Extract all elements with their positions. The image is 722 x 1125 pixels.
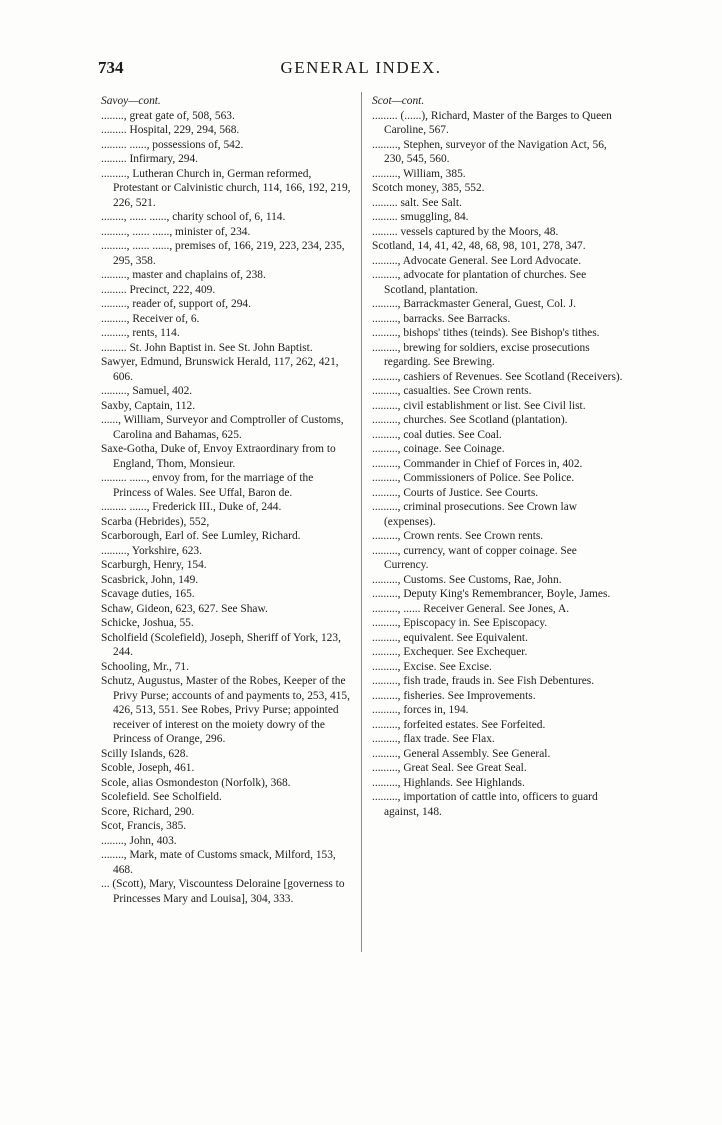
right-index-column	[372, 94, 624, 819]
index-entry: ........., Deputy King's Remembrancer, Boyle, James.	[372, 588, 611, 600]
index-entry: Schaw, Gideon, 623, 627. See Shaw.	[101, 602, 268, 615]
index-entry: ........., fish trade, frauds in. See Fish Debentures.	[372, 675, 595, 687]
index-entry: ........., bishops' tithes (teinds). See Bishop's tithes.	[372, 327, 600, 339]
index-entry: Schutz, Augustus, Master of the Robes, Keeper of the Privy Purse; accounts of and payments to, 253, 415, 426, 513, 551. See Robes, Privy Purse; appointed receiver of interest on the moiety dowry of the Princess of Orange, 296.	[101, 675, 350, 745]
index-entry: ......... Hospital, 229, 294, 568.	[101, 124, 240, 136]
index-entry: ........, Mark, mate of Customs smack, Milford, 153, 468.	[101, 849, 336, 876]
index-entry: Schicke, Joshua, 55.	[101, 617, 194, 629]
index-entry: ........., Advocate General. See Lord Advocate.	[372, 254, 582, 267]
index-entry: ........., Samuel, 402.	[101, 385, 193, 397]
index-entry: ........, great gate of, 508, 563.	[101, 109, 235, 122]
index-entry: Scarburgh, Henry, 154.	[101, 559, 207, 571]
index-entry: ........., Stephen, surveyor of the Navigation Act, 56, 230, 545, 560.	[372, 138, 607, 165]
index-entry: ........., Excise. See Excise.	[372, 660, 492, 673]
index-entry: Scavage duties, 165.	[101, 588, 195, 600]
index-entry: Scotch money, 385, 552.	[372, 182, 485, 194]
index-entry: ........., churches. See Scotland (plantation).	[372, 414, 568, 426]
index-entry: Scoble, Joseph, 461.	[101, 762, 195, 774]
index-entry: ........., forces in, 194.	[372, 704, 469, 716]
index-entry: Schooling, Mr., 71.	[101, 660, 189, 673]
index-entry: ........., William, 385.	[372, 167, 466, 180]
index-entry: ........., Exchequer. See Exchequer.	[372, 646, 528, 658]
left-index-column	[101, 94, 353, 906]
index-entry: ......... Precinct, 222, 409.	[101, 283, 216, 296]
page-number: 734	[98, 58, 124, 77]
index-entry: ........., brewing for soldiers, excise prosecutions regarding. See Brewing.	[372, 341, 590, 368]
index-entry: ........., criminal prosecutions. See Crown law (expenses).	[372, 501, 577, 528]
index-entry: ........., Courts of Justice. See Courts.	[372, 486, 539, 499]
index-entry: ........., Barrackmaster General, Guest, Col. J.	[372, 298, 577, 310]
index-entry: Scole, alias Osmondeston (Norfolk), 368.	[101, 776, 291, 789]
index-entry: ......... vessels captured by the Moors, 48.	[372, 225, 559, 238]
index-entry: ........., Commander in Chief of Forces in, 402.	[372, 457, 583, 470]
index-entry: ........., master and chaplains of, 238.	[101, 269, 266, 281]
index-entry: ........., reader of, support of, 294.	[101, 298, 251, 310]
index-entry: ........., importation of cattle into, officers to guard against, 148.	[372, 791, 598, 818]
index-entry: ......... ......, possessions of, 542.	[101, 138, 244, 151]
index-entry: ......... St. John Baptist in. See St. John Baptist.	[101, 341, 313, 354]
index-entry: ........., currency, want of copper coinage. See Currency.	[372, 544, 577, 571]
index-entry: ......... (......), Richard, Master of the Barges to Queen Caroline, 567.	[372, 109, 612, 136]
index-entry: Saxby, Captain, 112.	[101, 399, 196, 412]
index-entry: ......... smuggling, 84.	[372, 211, 469, 223]
index-entry: ......, William, Surveyor and Comptroller of Customs, Carolina and Bahamas, 625.	[101, 414, 344, 441]
index-entry: ........., Lutheran Church in, German reformed, Protestant or Calvinistic church, 114, 166, 192, 219, 226, 521.	[101, 167, 351, 209]
index-entry: ........, ...... ......, charity school of, 6, 114.	[101, 211, 286, 223]
index-entry: Sawyer, Edmund, Brunswick Herald, 117, 262, 421, 606.	[101, 356, 339, 383]
index-entry: Savoy—cont.	[101, 95, 161, 107]
index-entry: ........., General Assembly. See General.	[372, 747, 551, 760]
index-entry: Scholfield (Scolefield), Joseph, Sheriff of York, 123, 244.	[101, 631, 341, 658]
index-entry: Scarborough, Earl of. See Lumley, Richard.	[101, 530, 301, 542]
index-entry: Scilly Islands, 628.	[101, 747, 189, 760]
index-entry: ........., Episcopacy in. See Episcopacy.	[372, 617, 548, 629]
index-entry: ........., equivalent. See Equivalent.	[372, 631, 528, 644]
index-entry: ........., rents, 114.	[101, 327, 180, 339]
column-divider	[361, 92, 362, 952]
index-entry: Scarba (Hebrides), 552,	[101, 515, 210, 528]
index-entry: ......... ......, Frederick III., Duke of, 244.	[101, 501, 282, 513]
index-entry: ........., Yorkshire, 623.	[101, 544, 202, 557]
index-entry: ......... ......, envoy from, for the marriage of the Princess of Wales. See Uffal, Baron de.	[101, 472, 314, 499]
index-entry: ........., coal duties. See Coal.	[372, 428, 502, 441]
index-entry: ........., barracks. See Barracks.	[372, 312, 511, 325]
index-entry: ......... salt. See Salt.	[372, 196, 462, 209]
index-entry: Scotland, 14, 41, 42, 48, 68, 98, 101, 278, 347.	[372, 240, 586, 252]
index-entry: ........., casualties. See Crown rents.	[372, 385, 532, 397]
index-entry: Scot—cont.	[372, 95, 425, 107]
index-entry: ........., advocate for plantation of churches. See Scotland, plantation.	[372, 269, 587, 296]
index-entry: ... (Scott), Mary, Viscountess Deloraine [governess to Princesses Mary and Louisa], 304, 333.	[101, 878, 345, 905]
index-entry: Scolefield. See Scholfield.	[101, 791, 222, 803]
index-entry: ........., ...... ......, minister of, 234.	[101, 225, 251, 238]
index-entry: ........., ...... ......, premises of, 166, 219, 223, 234, 235, 295, 358.	[101, 240, 345, 267]
index-entry: ........, John, 403.	[101, 834, 177, 847]
index-entry: ........., fisheries. See Improvements.	[372, 689, 536, 702]
index-entry: ........., cashiers of Revenues. See Scotland (Receivers).	[372, 370, 623, 383]
index-entry: ........., Highlands. See Highlands.	[372, 776, 525, 789]
index-entry: ........., flax trade. See Flax.	[372, 733, 495, 745]
index-entry: Saxe-Gotha, Duke of, Envoy Extraordinary from to England, Thom, Monsieur.	[101, 443, 336, 470]
index-entry: Scasbrick, John, 149.	[101, 573, 199, 586]
index-entry: ........., coinage. See Coinage.	[372, 443, 505, 455]
index-entry: ........., Great Seal. See Great Seal.	[372, 762, 527, 774]
index-entry: ........., Crown rents. See Crown rents.	[372, 530, 544, 542]
index-entry: ......... Infirmary, 294.	[101, 153, 199, 165]
index-entry: ........., Receiver of, 6.	[101, 312, 200, 325]
index-entry: ........., Commissioners of Police. See Police.	[372, 472, 575, 484]
index-entry: Scot, Francis, 385.	[101, 820, 187, 832]
index-entry: ........., ...... Receiver General. See Jones, A.	[372, 602, 570, 615]
index-entry: ........., Customs. See Customs, Rae, John.	[372, 573, 562, 586]
running-head: GENERAL INDEX.	[280, 58, 442, 77]
page-header	[90, 58, 632, 82]
index-entry: Score, Richard, 290.	[101, 805, 195, 818]
index-entry: ........., forfeited estates. See Forfeited.	[372, 718, 546, 731]
index-entry: ........., civil establishment or list. See Civil list.	[372, 399, 586, 412]
